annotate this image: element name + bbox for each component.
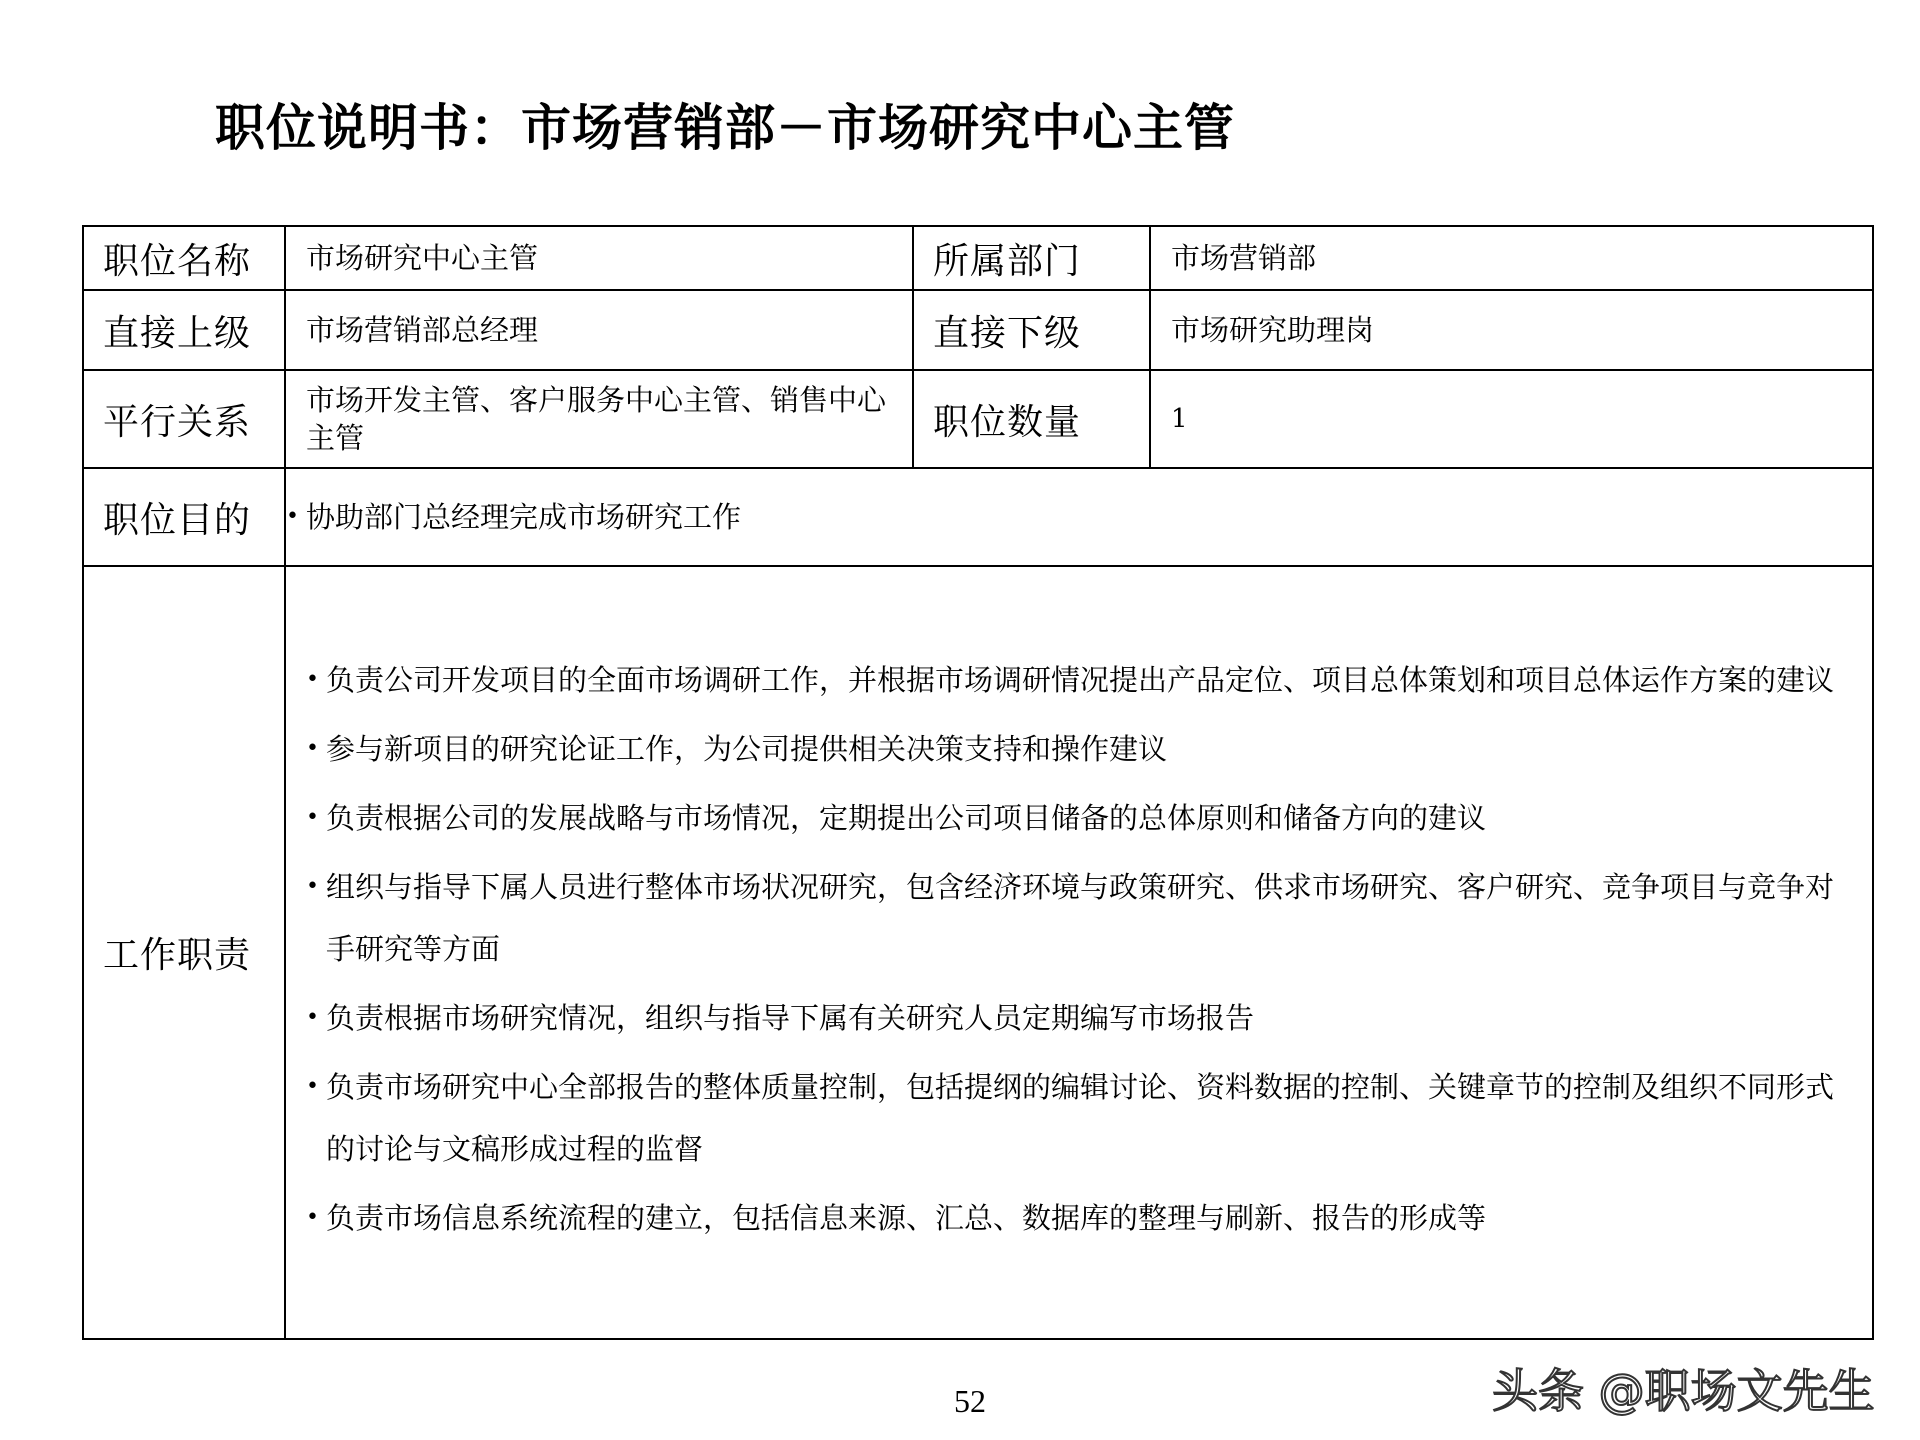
watermark-text: 头条 @职场文先生 xyxy=(1492,1364,1875,1418)
duty-item xyxy=(306,987,1856,1049)
duty-text: 负责市场研究中心全部报告的整体质量控制，包括提纲的编辑讨论、资料数据的控制、关键章节的控制及组织不同形式的讨论与文稿形成过程的监督 xyxy=(326,1070,1835,1166)
table-row-purpose xyxy=(83,468,1873,566)
table-row-reporting xyxy=(83,290,1873,370)
bullet-icon: • xyxy=(306,1005,319,1030)
duty-item xyxy=(306,1187,1856,1249)
table-row-duties xyxy=(83,566,1873,1339)
direct-subordinate-value: 市场研究助理岗 xyxy=(1150,290,1873,370)
position-count-label: 职位数量 xyxy=(913,370,1150,468)
position-name-label: 职位名称 xyxy=(83,226,285,290)
position-purpose-cell xyxy=(285,468,1873,566)
document-title: 职位说明书：市场营销部－市场研究中心主管 xyxy=(215,99,1235,157)
duty-text: 负责根据公司的发展战略与市场情况，定期提出公司项目储备的总体原则和储备方向的建议 xyxy=(326,801,1487,835)
duty-item xyxy=(306,649,1856,711)
duty-item xyxy=(306,856,1856,980)
page-number: 52 xyxy=(954,1383,986,1419)
bullet-icon: • xyxy=(306,1074,319,1099)
duty-item xyxy=(306,718,1856,780)
duty-list xyxy=(286,649,1872,1249)
department-value: 市场营销部 xyxy=(1150,226,1873,290)
position-count-value: 1 xyxy=(1150,370,1873,468)
bullet-icon: • xyxy=(306,736,319,761)
table-row-position xyxy=(83,226,1873,290)
direct-subordinate-label: 直接下级 xyxy=(913,290,1150,370)
position-purpose-label: 职位目的 xyxy=(83,468,285,566)
duty-text: 负责市场信息系统流程的建立，包括信息来源、汇总、数据库的整理与刷新、报告的形成等 xyxy=(326,1201,1487,1235)
bullet-icon: • xyxy=(306,805,319,830)
job-description-table xyxy=(82,225,1874,1340)
bullet-icon: • xyxy=(286,504,299,529)
direct-superior-label: 直接上级 xyxy=(83,290,285,370)
direct-superior-value: 市场营销部总经理 xyxy=(285,290,913,370)
job-duties-cell xyxy=(285,566,1873,1339)
bullet-icon: • xyxy=(306,874,319,899)
table-row-relations xyxy=(83,370,1873,468)
duty-text: 负责根据市场研究情况，组织与指导下属有关研究人员定期编写市场报告 xyxy=(326,1001,1255,1035)
duty-text: 组织与指导下属人员进行整体市场状况研究，包含经济环境与政策研究、供求市场研究、客户研究、竞争项目与竞争对手研究等方面 xyxy=(326,870,1835,966)
bullet-icon: • xyxy=(306,1205,319,1230)
duty-text: 负责公司开发项目的全面市场调研工作，并根据市场调研情况提出产品定位、项目总体策划和项目总体运作方案的建议 xyxy=(326,663,1835,697)
parallel-relation-value: 市场开发主管、客户服务中心主管、销售中心主管 xyxy=(285,370,913,468)
parallel-relation-label: 平行关系 xyxy=(83,370,285,468)
department-label: 所属部门 xyxy=(913,226,1150,290)
position-name-value: 市场研究中心主管 xyxy=(285,226,913,290)
purpose-text: 协助部门总经理完成市场研究工作 xyxy=(306,500,742,534)
bullet-icon: • xyxy=(306,667,319,692)
job-duties-label: 工作职责 xyxy=(83,566,285,1339)
duty-text: 参与新项目的研究论证工作，为公司提供相关决策支持和操作建议 xyxy=(326,732,1168,766)
duty-item xyxy=(306,787,1856,849)
purpose-item xyxy=(286,498,1872,536)
duty-item xyxy=(306,1056,1856,1180)
